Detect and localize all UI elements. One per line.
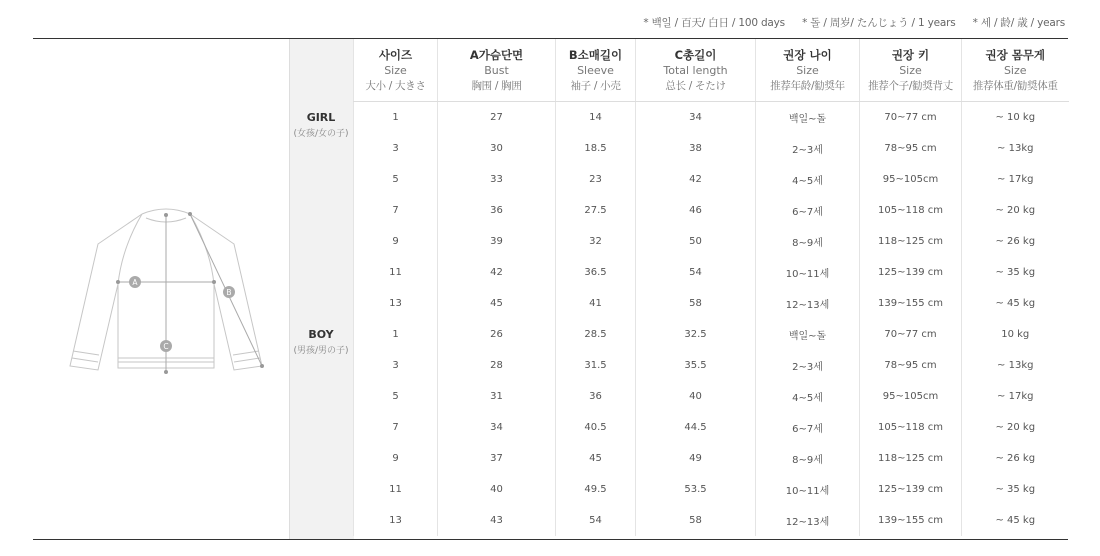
table-cell: ~ 45 kg — [962, 288, 1069, 319]
table-cell: ~ 20 kg — [962, 412, 1069, 443]
table-row — [354, 505, 1069, 536]
table-cell: 49.5 — [556, 474, 636, 505]
column-header-english: Size — [384, 64, 407, 77]
table-cell: 36.5 — [556, 257, 636, 288]
table-cell: 13 — [354, 288, 438, 319]
gender-boy-name: BOY — [308, 328, 334, 341]
table-cell: 49 — [636, 443, 756, 474]
table-cell: 9 — [354, 443, 438, 474]
column-header — [860, 39, 962, 102]
table-cell: 10~11세 — [756, 257, 860, 288]
gender-boy — [289, 328, 353, 356]
table-cell: 28.5 — [556, 319, 636, 350]
table-cell: 105~118 cm — [860, 195, 962, 226]
gender-girl — [289, 111, 353, 139]
table-cell: 5 — [354, 381, 438, 412]
column-header-korean: 권장 나이 — [783, 48, 832, 62]
column-header-english: Total length — [663, 64, 728, 77]
table-cell: 8~9세 — [756, 443, 860, 474]
column-header — [354, 39, 438, 102]
column-header-english: Bust — [484, 64, 509, 77]
column-header-korean: 권장 몸무게 — [985, 48, 1046, 62]
column-header-english: Sleeve — [577, 64, 614, 77]
gender-girl-sub: (女孩/女の子) — [293, 129, 349, 139]
table-cell: ~ 17kg — [962, 164, 1069, 195]
column-header-cjk: 大小 / 大きさ — [365, 80, 426, 92]
table-cell: ~ 13kg — [962, 350, 1069, 381]
table-cell: 31 — [438, 381, 556, 412]
gender-girl-name: GIRL — [306, 111, 336, 124]
column-header-korean: A가슴단면 — [469, 48, 524, 62]
table-cell: 125~139 cm — [860, 257, 962, 288]
table-header-row — [354, 39, 1069, 102]
column-header — [962, 39, 1069, 102]
column-header-korean: C총길이 — [674, 48, 717, 62]
table-cell: 33 — [438, 164, 556, 195]
table-body — [354, 102, 1069, 537]
table-cell: 6~7세 — [756, 412, 860, 443]
table-cell: 28 — [438, 350, 556, 381]
table-row — [354, 319, 1069, 350]
column-header — [636, 39, 756, 102]
table-cell: 백일~돌 — [756, 319, 860, 350]
table-cell: 125~139 cm — [860, 474, 962, 505]
table-cell: 18.5 — [556, 133, 636, 164]
table-cell: 4~5세 — [756, 164, 860, 195]
table-cell: 1 — [354, 319, 438, 350]
note-1-year: * 돌 / 周岁/ たんじょう / 1 years — [802, 17, 956, 29]
column-header-cjk: 推荐年龄/勧奨年 — [770, 80, 845, 92]
label-c-marker — [160, 340, 172, 352]
table-cell: ~ 10 kg — [962, 102, 1069, 134]
table-row — [354, 474, 1069, 505]
table-cell: 6~7세 — [756, 195, 860, 226]
label-a-marker — [129, 276, 141, 288]
column-header-cjk: 胸围 / 胸囲 — [471, 80, 522, 92]
table-cell: 139~155 cm — [860, 505, 962, 536]
table-cell: 4~5세 — [756, 381, 860, 412]
bottom-rule — [33, 539, 1068, 540]
table-cell: 95~105cm — [860, 164, 962, 195]
table-cell: ~ 35 kg — [962, 257, 1069, 288]
table-cell: 70~77 cm — [860, 319, 962, 350]
note-years: * 세 / 龄/ 歳 / years — [972, 17, 1065, 29]
table-cell: 70~77 cm — [860, 102, 962, 134]
table-cell: ~ 13kg — [962, 133, 1069, 164]
table-cell: 27.5 — [556, 195, 636, 226]
table-row — [354, 133, 1069, 164]
table-cell: 3 — [354, 133, 438, 164]
table-row — [354, 164, 1069, 195]
svg-text:C: C — [163, 342, 169, 351]
table-cell: 27 — [438, 102, 556, 134]
table-cell: 10 kg — [962, 319, 1069, 350]
table-cell: 9 — [354, 226, 438, 257]
table-row — [354, 381, 1069, 412]
table-cell: 46 — [636, 195, 756, 226]
table-row — [354, 226, 1069, 257]
table-cell: 34 — [636, 102, 756, 134]
table-cell: 44.5 — [636, 412, 756, 443]
column-header-cjk: 推荐体重/勧奨体重 — [972, 80, 1058, 92]
table-cell: 35.5 — [636, 350, 756, 381]
table-cell: ~ 45 kg — [962, 505, 1069, 536]
table-row — [354, 102, 1069, 134]
table-cell: ~ 20 kg — [962, 195, 1069, 226]
label-b-marker — [223, 286, 235, 298]
table-cell: 백일~돌 — [756, 102, 860, 134]
svg-text:A: A — [132, 278, 138, 287]
column-header — [438, 39, 556, 102]
column-header-korean: 사이즈 — [378, 48, 413, 62]
table-cell: 32 — [556, 226, 636, 257]
table-cell: 8~9세 — [756, 226, 860, 257]
table-cell: 39 — [438, 226, 556, 257]
table-cell: 5 — [354, 164, 438, 195]
table-cell: 38 — [636, 133, 756, 164]
table-row — [354, 443, 1069, 474]
table-cell: 10~11세 — [756, 474, 860, 505]
table-cell: ~ 35 kg — [962, 474, 1069, 505]
table-cell: 30 — [438, 133, 556, 164]
table-cell: 7 — [354, 412, 438, 443]
table-cell: 139~155 cm — [860, 288, 962, 319]
table-cell: 31.5 — [556, 350, 636, 381]
table-cell: 11 — [354, 257, 438, 288]
table-cell: 37 — [438, 443, 556, 474]
table-row — [354, 350, 1069, 381]
svg-text:B: B — [226, 288, 232, 297]
table-row — [354, 412, 1069, 443]
table-cell: 78~95 cm — [860, 133, 962, 164]
table-cell: 34 — [438, 412, 556, 443]
table-cell: 50 — [636, 226, 756, 257]
table-cell: 12~13세 — [756, 288, 860, 319]
table-cell: 45 — [556, 443, 636, 474]
table-cell: 3 — [354, 350, 438, 381]
table-cell: 58 — [636, 505, 756, 536]
table-cell: 45 — [438, 288, 556, 319]
table-cell: 42 — [636, 164, 756, 195]
table-cell: 1 — [354, 102, 438, 134]
table-cell: 40.5 — [556, 412, 636, 443]
column-header — [556, 39, 636, 102]
column-header-cjk: 推荐个子/勧奨背丈 — [868, 80, 953, 92]
table-cell: 95~105cm — [860, 381, 962, 412]
table-cell: 11 — [354, 474, 438, 505]
column-header-cjk: 总长 / そたけ — [665, 80, 726, 92]
column-header-english: Size — [796, 64, 819, 77]
sweater-diagram — [60, 198, 272, 380]
table-cell: 2~3세 — [756, 350, 860, 381]
note-100-days: * 백일 / 百天/ 白日 / 100 days — [643, 17, 785, 29]
table-cell: 105~118 cm — [860, 412, 962, 443]
table-cell: 54 — [556, 505, 636, 536]
table-cell: 36 — [556, 381, 636, 412]
table-cell: 36 — [438, 195, 556, 226]
table-cell: 12~13세 — [756, 505, 860, 536]
table-cell: ~ 26 kg — [962, 443, 1069, 474]
table-cell: 40 — [438, 474, 556, 505]
column-header-english: Size — [899, 64, 922, 77]
table-row — [354, 288, 1069, 319]
table-cell: 118~125 cm — [860, 443, 962, 474]
column-header — [756, 39, 860, 102]
table-cell: 2~3세 — [756, 133, 860, 164]
table-cell: 42 — [438, 257, 556, 288]
table-cell: 54 — [636, 257, 756, 288]
table-cell: 41 — [556, 288, 636, 319]
column-header-korean: 권장 키 — [891, 48, 930, 62]
table-cell: 7 — [354, 195, 438, 226]
table-cell: 13 — [354, 505, 438, 536]
table-cell: 118~125 cm — [860, 226, 962, 257]
table-cell: 32.5 — [636, 319, 756, 350]
table-row — [354, 195, 1069, 226]
table-cell: ~ 26 kg — [962, 226, 1069, 257]
table-cell: 14 — [556, 102, 636, 134]
table-cell: 43 — [438, 505, 556, 536]
table-cell: 23 — [556, 164, 636, 195]
column-header-cjk: 袖子 / 小売 — [570, 80, 621, 92]
age-notes — [629, 15, 1065, 30]
table-cell: 78~95 cm — [860, 350, 962, 381]
table-cell: 26 — [438, 319, 556, 350]
size-chart-table — [353, 39, 1069, 536]
table-cell: 40 — [636, 381, 756, 412]
table-row — [354, 257, 1069, 288]
table-cell: 58 — [636, 288, 756, 319]
table-cell: 53.5 — [636, 474, 756, 505]
gender-boy-sub: (男孩/男の子) — [293, 346, 349, 356]
column-header-korean: B소매길이 — [568, 48, 623, 62]
table-cell: ~ 17kg — [962, 381, 1069, 412]
column-header-english: Size — [1003, 64, 1027, 77]
